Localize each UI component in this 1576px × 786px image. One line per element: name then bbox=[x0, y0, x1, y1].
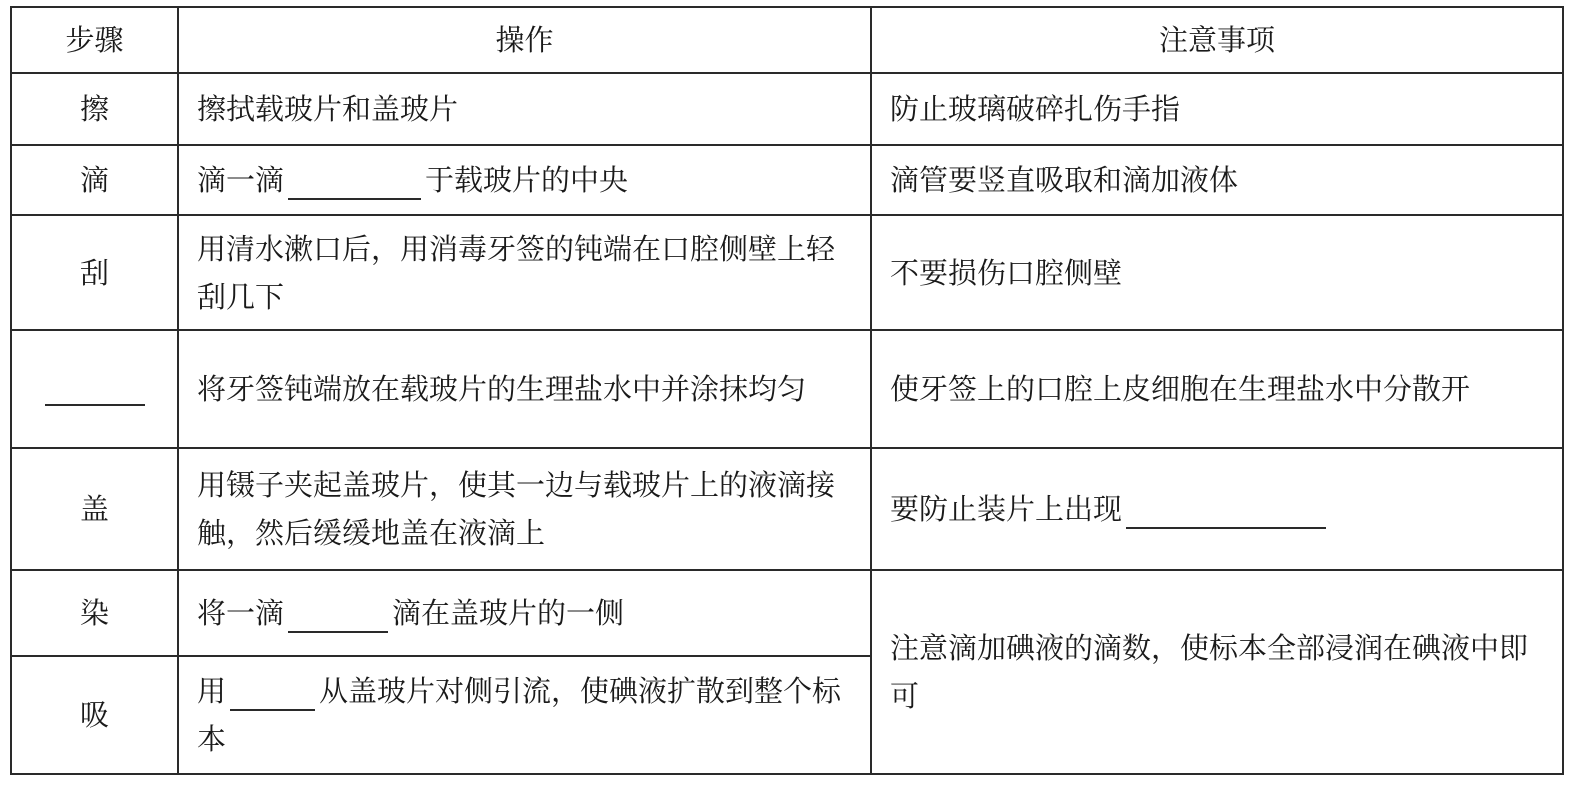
step-cell: 染 bbox=[11, 570, 178, 656]
step-cell: 擦 bbox=[11, 73, 178, 145]
note-cell: 不要损伤口腔侧壁 bbox=[871, 215, 1563, 330]
step-cell: 盖 bbox=[11, 448, 178, 570]
operation-text-after: 从盖玻片对侧引流，使碘液扩散到整个标本 bbox=[197, 674, 842, 756]
operation-cell: 将牙签钝端放在载玻片的生理盐水中并涂抹均匀 bbox=[178, 330, 871, 448]
operation-text-after: 滴在盖玻片的一侧 bbox=[392, 596, 625, 630]
table-row bbox=[11, 73, 1563, 145]
note-cell: 滴管要竖直吸取和滴加液体 bbox=[871, 145, 1563, 215]
table-row bbox=[11, 570, 1563, 656]
step-cell-blank bbox=[11, 330, 178, 448]
table-row bbox=[11, 215, 1563, 330]
note-cell bbox=[871, 448, 1563, 570]
operation-cell: 用镊子夹起盖玻片，使其一边与载玻片上的液滴接触，然后缓缓地盖在液滴上 bbox=[178, 448, 871, 570]
step-cell: 刮 bbox=[11, 215, 178, 330]
step-cell: 吸 bbox=[11, 656, 178, 774]
operation-cell: 用清水漱口后，用消毒牙签的钝端在口腔侧壁上轻刮几下 bbox=[178, 215, 871, 330]
operation-text-after: 于载玻片的中央 bbox=[425, 163, 629, 197]
note-text-before: 要防止装片上出现 bbox=[890, 492, 1123, 526]
note-cell: 使牙签上的口腔上皮细胞在生理盐水中分散开 bbox=[871, 330, 1563, 448]
table-row bbox=[11, 330, 1563, 448]
operation-cell: 擦拭载玻片和盖玻片 bbox=[178, 73, 871, 145]
operation-cell bbox=[178, 656, 871, 774]
header-row bbox=[11, 7, 1563, 73]
header-notes: 注意事项 bbox=[871, 7, 1563, 73]
header-step: 步骤 bbox=[11, 7, 178, 73]
operation-text-before: 将一滴 bbox=[197, 596, 285, 630]
fill-in-blank bbox=[230, 675, 315, 711]
operation-cell bbox=[178, 570, 871, 656]
table-row bbox=[11, 145, 1563, 215]
experiment-steps-table bbox=[10, 6, 1564, 775]
fill-in-blank bbox=[288, 597, 388, 633]
fill-in-blank bbox=[1126, 493, 1326, 529]
shared-note-cell: 注意滴加碘液的滴数，使标本全部浸润在碘液中即可 bbox=[871, 570, 1563, 774]
fill-in-blank bbox=[288, 164, 421, 200]
step-cell: 滴 bbox=[11, 145, 178, 215]
operation-cell bbox=[178, 145, 871, 215]
header-operation: 操作 bbox=[178, 7, 871, 73]
table-row bbox=[11, 448, 1563, 570]
operation-text-before: 用 bbox=[197, 674, 227, 708]
operation-text-before: 滴一滴 bbox=[197, 163, 285, 197]
note-cell: 防止玻璃破碎扎伤手指 bbox=[871, 73, 1563, 145]
fill-in-blank bbox=[45, 376, 145, 406]
